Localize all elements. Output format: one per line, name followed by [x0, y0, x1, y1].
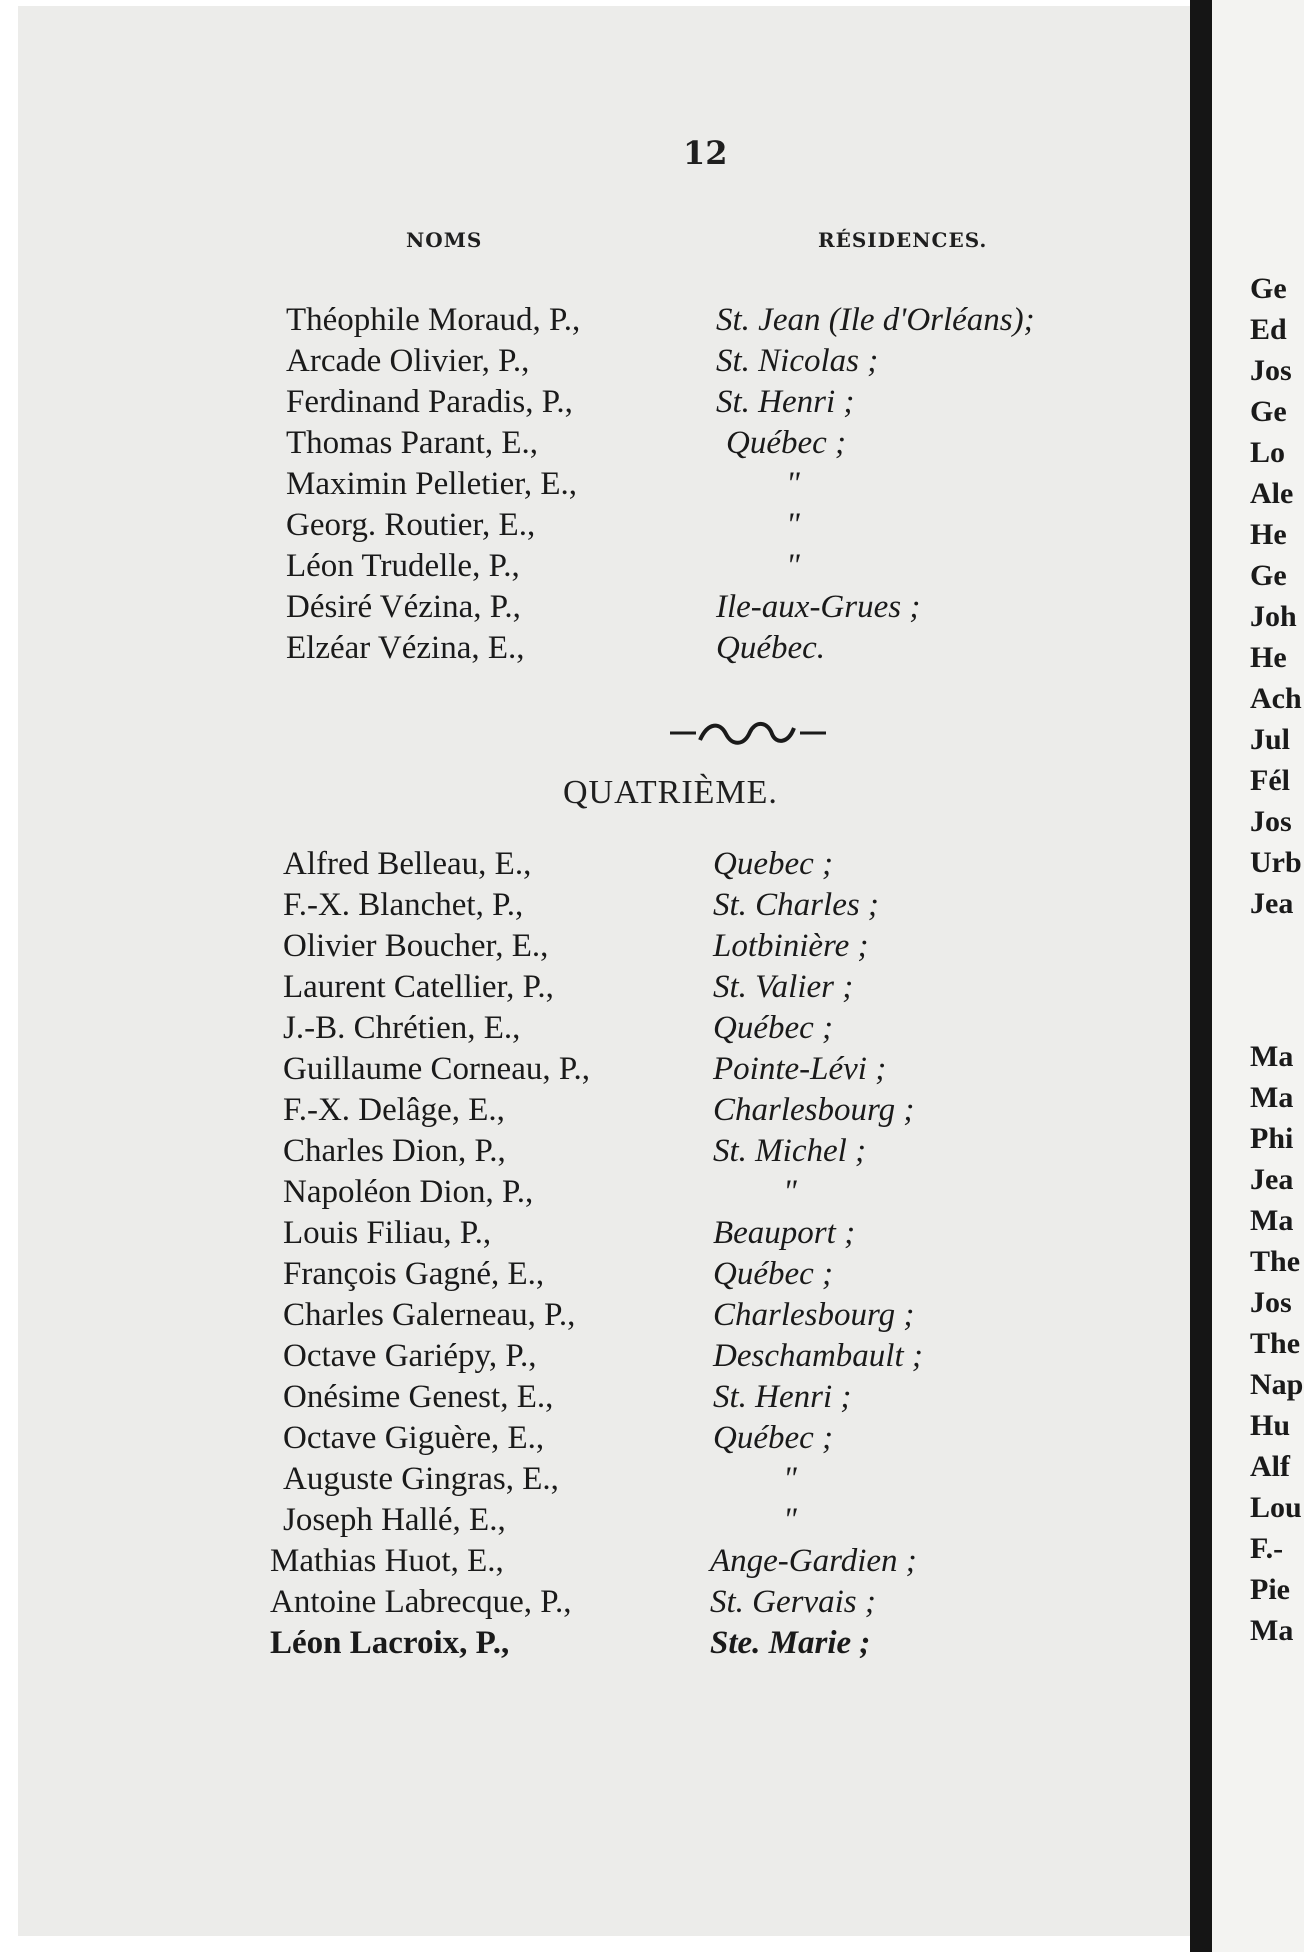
entry-name: Léon Trudelle, P.,	[286, 548, 520, 584]
entry-residence: Québec.	[716, 630, 826, 666]
facing-text: Joh	[1250, 600, 1297, 633]
facing-text: Jos	[1250, 805, 1292, 838]
facing-text: Nap	[1250, 1368, 1304, 1401]
entry-name: Louis Filiau, P.,	[283, 1215, 492, 1251]
facing-text: Ge	[1250, 395, 1287, 428]
entry-residence: St. Charles ;	[713, 887, 879, 923]
column-header-noms: NOMS	[406, 228, 483, 252]
entry-name: Mathias Huot, E.,	[270, 1543, 504, 1579]
entry-residence: Lotbinière ;	[713, 928, 869, 964]
facing-text: Hu	[1250, 1409, 1291, 1442]
entry-residence: St. Michel ;	[713, 1133, 867, 1169]
ditto-mark: "	[786, 548, 800, 584]
facing-page-edge	[1212, 0, 1304, 1952]
facing-text: Jos	[1250, 1286, 1292, 1319]
entry-name: Arcade Olivier, P.,	[286, 343, 530, 379]
facing-text: Jos	[1250, 354, 1292, 387]
book-binding	[1190, 0, 1212, 1952]
facing-text: He	[1250, 641, 1287, 674]
entry-name: F.-X. Blanchet, P.,	[283, 887, 524, 923]
entry-residence: St. Henri ;	[716, 384, 855, 420]
ornament-divider-icon	[668, 718, 828, 748]
entry-name: Alfred Belleau, E.,	[283, 846, 532, 882]
facing-text: Ge	[1250, 272, 1287, 305]
entry-residence: Pointe-Lévi ;	[713, 1051, 887, 1087]
facing-text: Pie	[1250, 1573, 1290, 1606]
facing-text: Ma	[1250, 1614, 1294, 1647]
entry-residence: Ange-Gardien ;	[710, 1543, 917, 1579]
facing-text: Ma	[1250, 1040, 1294, 1073]
entry-residence: St. Nicolas ;	[716, 343, 879, 379]
entry-residence: Charlesbourg ;	[713, 1297, 915, 1333]
entry-name: Charles Dion, P.,	[283, 1133, 506, 1169]
entry-name: Joseph Hallé, E.,	[283, 1502, 506, 1538]
entry-name: Antoine Labrecque, P.,	[270, 1584, 572, 1620]
facing-text: Ge	[1250, 559, 1287, 592]
entry-name: Désiré Vézina, P.,	[286, 589, 521, 625]
ditto-mark: "	[786, 507, 800, 543]
facing-text: F.-	[1250, 1532, 1284, 1565]
facing-text: Ed	[1250, 313, 1287, 346]
entry-name: Olivier Boucher, E.,	[283, 928, 549, 964]
entry-residence: Deschambault ;	[713, 1338, 923, 1374]
entry-residence: Charlesbourg ;	[713, 1092, 915, 1128]
entry-residence: Québec ;	[713, 1256, 834, 1292]
entry-residence: Ile-aux-Grues ;	[716, 589, 921, 625]
ditto-mark: "	[783, 1461, 797, 1497]
entry-residence: Québec ;	[713, 1010, 834, 1046]
section-title: QUATRIÈME.	[563, 774, 778, 811]
facing-text: Jea	[1250, 1163, 1294, 1196]
entry-residence: St. Jean (Ile d'Orléans);	[716, 302, 1035, 338]
entry-name: Théophile Moraud, P.,	[286, 302, 581, 338]
facing-text: Jea	[1250, 887, 1294, 920]
entry-name: F.-X. Delâge, E.,	[283, 1092, 505, 1128]
entry-residence: St. Henri ;	[713, 1379, 852, 1415]
entry-name: Laurent Catellier, P.,	[283, 969, 554, 1005]
facing-text: Urb	[1250, 846, 1302, 879]
entry-residence: Ste. Marie ;	[710, 1625, 871, 1661]
facing-text: Ma	[1250, 1204, 1294, 1237]
entry-residence: Quebec ;	[713, 846, 834, 882]
entry-name: François Gagné, E.,	[283, 1256, 545, 1292]
ditto-mark: "	[786, 466, 800, 502]
facing-text: Ma	[1250, 1081, 1294, 1114]
entry-name: Georg. Routier, E.,	[286, 507, 536, 543]
ditto-mark: "	[783, 1502, 797, 1538]
entry-name: Guillaume Corneau, P.,	[283, 1051, 591, 1087]
ditto-mark: "	[783, 1174, 797, 1210]
facing-text: Phi	[1250, 1122, 1294, 1155]
facing-text: The	[1250, 1327, 1301, 1360]
facing-text: Jul	[1250, 723, 1291, 756]
facing-text: Lou	[1250, 1491, 1302, 1524]
column-header-residences: RÉSIDENCES.	[818, 228, 988, 252]
entry-name: Ferdinand Paradis, P.,	[286, 384, 573, 420]
facing-text: The	[1250, 1245, 1301, 1278]
entry-name: Auguste Gingras, E.,	[283, 1461, 559, 1497]
entry-name: Octave Giguère, E.,	[283, 1420, 545, 1456]
facing-text: Alf	[1250, 1450, 1290, 1483]
entry-name: Onésime Genest, E.,	[283, 1379, 554, 1415]
entry-name: Charles Galerneau, P.,	[283, 1297, 576, 1333]
entry-residence: Québec ;	[726, 425, 847, 461]
entry-name: J.-B. Chrétien, E.,	[283, 1010, 521, 1046]
entry-residence: St. Valier ;	[713, 969, 854, 1005]
facing-text: Lo	[1250, 436, 1286, 469]
entry-name: Napoléon Dion, P.,	[283, 1174, 534, 1210]
entry-residence: St. Gervais ;	[710, 1584, 876, 1620]
entry-name: Maximin Pelletier, E.,	[286, 466, 578, 502]
entry-name: Elzéar Vézina, E.,	[286, 630, 525, 666]
entry-name: Octave Gariépy, P.,	[283, 1338, 537, 1374]
facing-text: He	[1250, 518, 1287, 551]
book-page	[18, 6, 1190, 1936]
page-number: 12	[683, 134, 728, 172]
facing-text: Fél	[1250, 764, 1290, 797]
entry-name: Thomas Parant, E.,	[286, 425, 539, 461]
entry-name: Léon Lacroix, P.,	[270, 1625, 510, 1661]
entry-residence: Québec ;	[713, 1420, 834, 1456]
facing-text: Ach	[1250, 682, 1302, 715]
entry-residence: Beauport ;	[713, 1215, 856, 1251]
facing-text: Ale	[1250, 477, 1294, 510]
